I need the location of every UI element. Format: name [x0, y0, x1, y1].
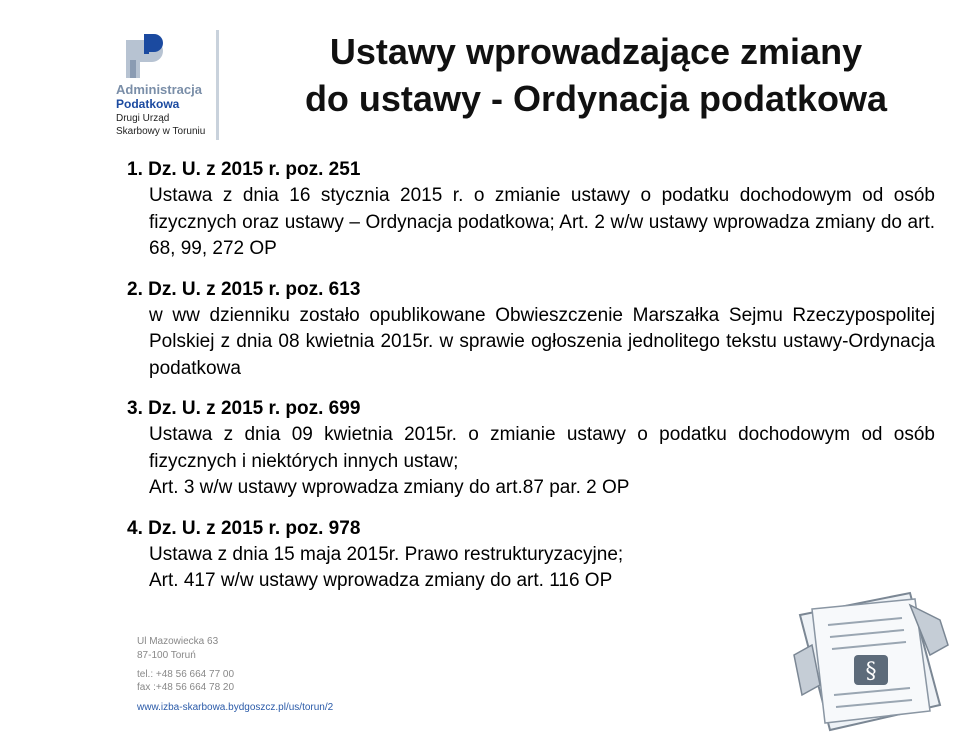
law-item-3 — [127, 396, 935, 502]
footer-website-link[interactable]: www.izba-skarbowa.bydgoszcz.pl/us/torun/2 — [137, 702, 334, 713]
logo-mark-icon — [116, 30, 170, 82]
law-item-text: Ustawa z dnia 09 kwietnia 2015r. o zmianie ustawy o podatku dochodowym od osób fizycznych i niektórych innych ustaw; — [149, 424, 935, 472]
title-line-2: do ustawy - Ordynacja podatkowa — [304, 78, 888, 119]
footer-fax: fax :+48 56 664 78 20 — [137, 682, 235, 693]
header-divider — [216, 30, 219, 140]
law-item-2 — [127, 277, 935, 383]
slide-title — [246, 28, 946, 122]
logo-text-administracja: Administracja — [116, 82, 202, 97]
law-item-heading: 2. Dz. U. z 2015 r. poz. 613 — [127, 278, 361, 300]
law-document-paragraph-icon — [790, 585, 955, 735]
title-line-1: Ustawy wprowadzające zmiany — [329, 31, 863, 72]
footer-tel: tel.: +48 56 664 77 00 — [137, 669, 235, 680]
law-item-4 — [127, 516, 935, 595]
law-item-heading: 3. Dz. U. z 2015 r. poz. 699 — [127, 398, 361, 419]
law-item-text: Ustawa z dnia 15 maja 2015r. Prawo restrukturyzacyjne; — [149, 543, 624, 565]
svg-text:§: § — [865, 659, 877, 684]
logo-text-office: Drugi Urząd — [116, 113, 170, 124]
logo-text-podatkowa: Podatkowa — [116, 97, 180, 111]
administracja-podatkowa-logo — [112, 30, 212, 140]
law-item-1 — [127, 157, 935, 263]
law-item-heading: 4. Dz. U. z 2015 r. poz. 978 — [127, 517, 361, 539]
law-item-heading: 1. Dz. U. z 2015 r. poz. 251 — [127, 159, 361, 180]
footer-address-street: Ul Mazowiecka 63 — [137, 636, 219, 647]
law-list — [127, 157, 935, 609]
law-item-text: w ww dzienniku zostało opublikowane Obwieszczenie Marszałka Sejmu Rzeczypospolitej Polskiej z dnia 08 kwietnia 2015r. w sprawie ogłoszenia jednolitego tekstu ustawy-Ordynacja podatkowa — [149, 304, 935, 379]
footer-address-city: 87-100 Toruń — [137, 650, 196, 661]
logo-text-city: Skarbowy w Toruniu — [116, 126, 206, 137]
law-item-text: Ustawa z dnia 16 stycznia 2015 r. o zmianie ustawy o podatku dochodowym od osób fizycznych oraz ustawy – Ordynacja podatkowa; Art. 2 w/w ustawy wprowadza zmiany do art. 68, 99, 272 OP — [149, 185, 935, 259]
law-item-text-2: Art. 417 w/w ustawy wprowadza zmiany do art. 116 OP — [149, 570, 613, 591]
law-item-text-2: Art. 3 w/w ustawy wprowadza zmiany do art.87 par. 2 OP — [149, 477, 630, 498]
